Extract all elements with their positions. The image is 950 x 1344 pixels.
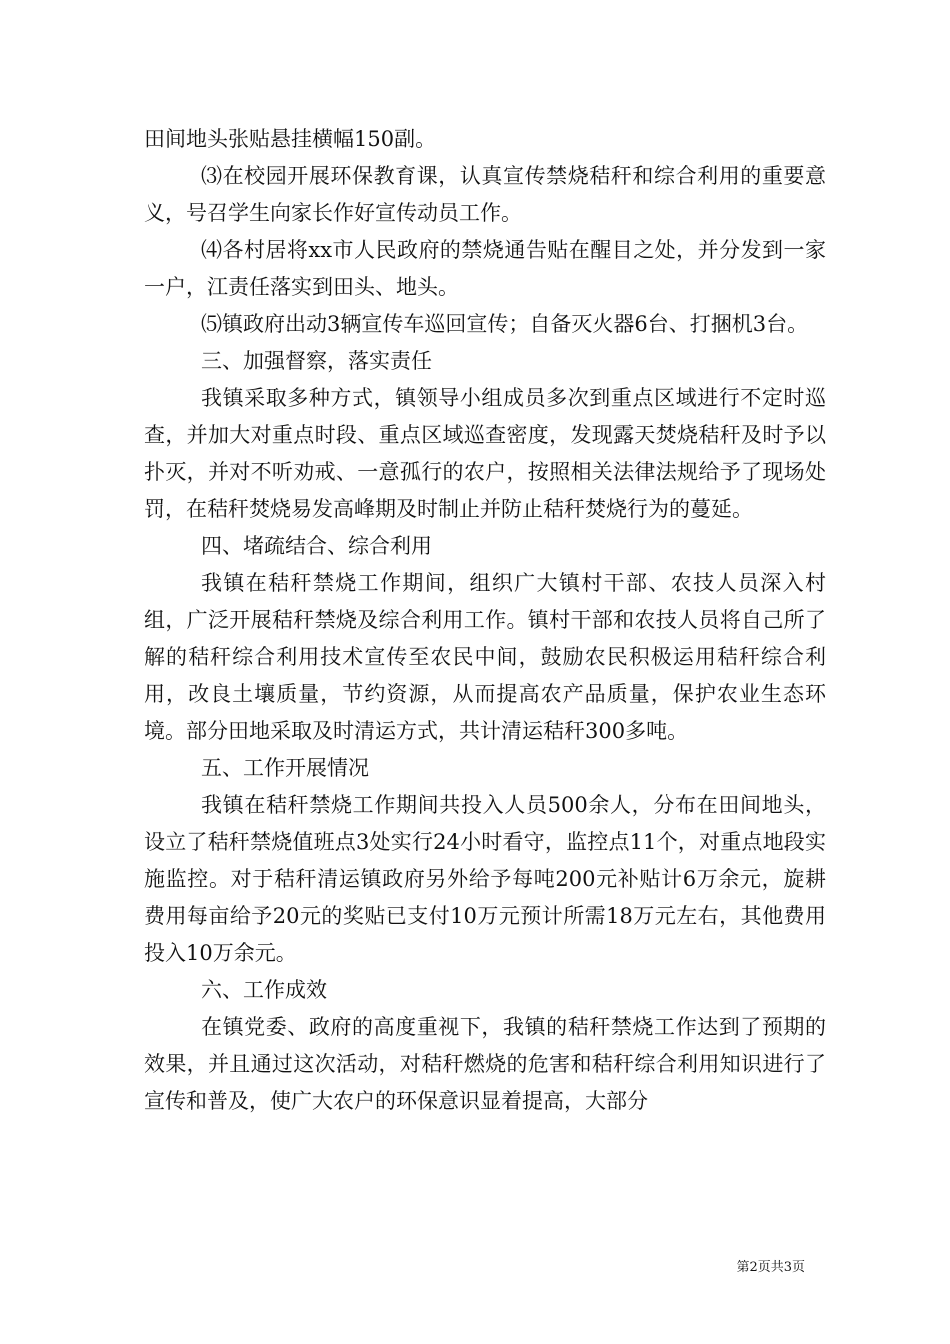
section-heading-5: 五、工作开展情况 xyxy=(201,756,369,780)
section-heading-3: 三、加强督察，落实责任 xyxy=(201,349,432,373)
paragraph-continuation: 田间地头张贴悬挂横幅150副。 xyxy=(144,127,437,151)
section-heading-6: 六、工作成效 xyxy=(201,978,327,1002)
paragraph-item-4: ⑷各村居将xx市人民政府的禁烧通告贴在醒目之处，并分发到一家一户，江责任落实到田头、地头。 xyxy=(144,238,826,299)
paragraph-section-5: 我镇在秸秆禁烧工作期间共投入人员500余人，分布在田间地头，设立了秸秆禁烧值班点3处实行24小时看守，监控点11个，对重点地段实施监控。对于秸秆清运镇政府另外给予每吨200元补贴计6万余元，旋耕费用每亩给予20元的奖贴已支付10万元预计所需18万元左右，其他费用投入10万余元。 xyxy=(144,793,826,965)
paragraph-section-6: 在镇党委、政府的高度重视下，我镇的秸秆禁烧工作达到了预期的效果，并且通过这次活动，对秸秆燃烧的危害和秸秆综合利用知识进行了宣传和普及，使广大农户的环保意识显着提高，大部分 xyxy=(144,1015,826,1113)
document-body xyxy=(144,121,826,1120)
section-heading-4: 四、堵疏结合、综合利用 xyxy=(201,534,432,558)
paragraph-section-3: 我镇采取多种方式，镇领导小组成员多次到重点区域进行不定时巡查，并加大对重点时段、重点区域巡查密度，发现露天焚烧秸秆及时予以扑灭，并对不听劝戒、一意孤行的农户，按照相关法律法规给予了现场处罚，在秸秆焚烧易发高峰期及时制止并防止秸秆焚烧行为的蔓延。 xyxy=(144,386,826,521)
paragraph-item-5: ⑸镇政府出动3辆宣传车巡回宣传；自备灭火器6台、打捆机3台。 xyxy=(201,312,809,336)
page-number-footer: 第2页共3页 xyxy=(736,1260,805,1275)
paragraph-item-3: ⑶在校园开展环保教育课，认真宣传禁烧秸秆和综合利用的重要意义，号召学生向家长作好宣传动员工作。 xyxy=(144,164,826,225)
paragraph-section-4: 我镇在秸秆禁烧工作期间，组织广大镇村干部、农技人员深入村组，广泛开展秸秆禁烧及综合利用工作。镇村干部和农技人员将自己所了解的秸秆综合利用技术宣传至农民中间，鼓励农民积极运用秸秆综合利用，改良土壤质量，节约资源，从而提高农产品质量，保护农业生态环境。部分田地采取及时清运方式，共计清运秸秆300多吨。 xyxy=(144,571,826,743)
